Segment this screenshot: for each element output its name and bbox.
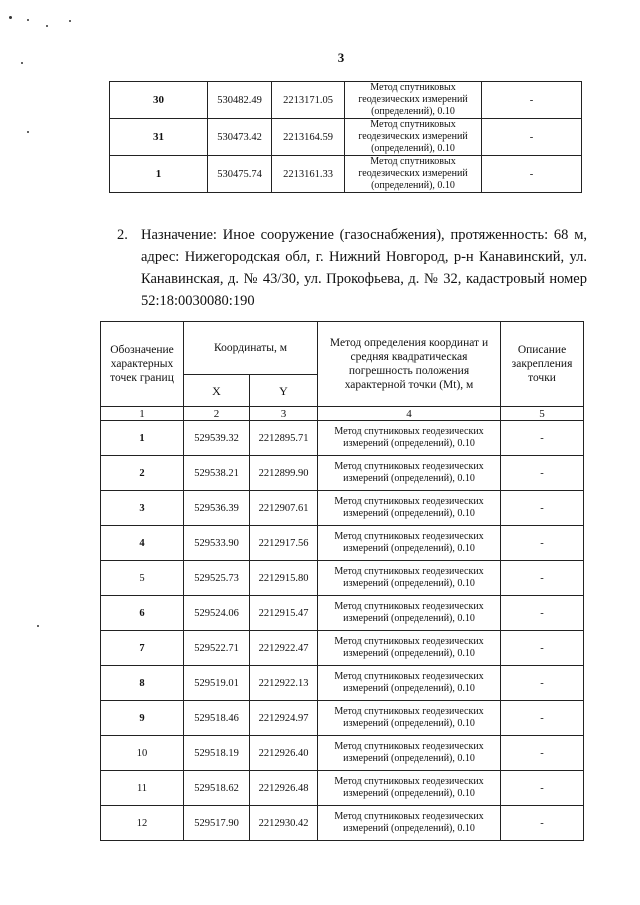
x-cell: 529525.73	[184, 561, 250, 596]
table-row	[101, 526, 584, 561]
x-cell: 529519.01	[184, 666, 250, 701]
method-cell: Метод спутниковых геодезических измерений (определений), 0.10	[345, 119, 482, 156]
x-cell: 529524.06	[184, 596, 250, 631]
method-cell: Метод спутниковых геодезических измерений (определений), 0.10	[318, 561, 501, 596]
scan-speck	[69, 20, 71, 22]
point-cell: 2	[101, 456, 184, 491]
description-cell: -	[501, 736, 584, 771]
x-cell: 530473.42	[208, 119, 272, 156]
point-cell: 1	[110, 156, 208, 193]
description-cell: -	[501, 701, 584, 736]
x-cell: 529518.46	[184, 701, 250, 736]
table-row	[101, 596, 584, 631]
description-cell: -	[501, 596, 584, 631]
y-cell: 2213171.05	[272, 82, 345, 119]
description-cell: -	[501, 421, 584, 456]
y-cell: 2212895.71	[250, 421, 318, 456]
header-method: Метод определения координат и средняя квадратическая погрешность положения характерной точки (Mt), м	[318, 322, 501, 407]
y-cell: 2212917.56	[250, 526, 318, 561]
x-cell: 529536.39	[184, 491, 250, 526]
table-row	[101, 631, 584, 666]
description-cell: -	[482, 119, 582, 156]
point-cell: 8	[101, 666, 184, 701]
point-cell: 1	[101, 421, 184, 456]
table-row	[110, 119, 582, 156]
point-cell: 6	[101, 596, 184, 631]
description-cell: -	[482, 156, 582, 193]
description-cell: -	[501, 561, 584, 596]
table-row	[110, 82, 582, 119]
y-cell: 2212930.42	[250, 806, 318, 841]
method-cell: Метод спутниковых геодезических измерений (определений), 0.10	[318, 701, 501, 736]
method-cell: Метод спутниковых геодезических измерений (определений), 0.10	[318, 526, 501, 561]
header-row	[101, 322, 584, 375]
index-cell: 3	[250, 407, 318, 421]
point-cell: 7	[101, 631, 184, 666]
x-cell: 530475.74	[208, 156, 272, 193]
description-cell: -	[482, 82, 582, 119]
header-y: Y	[250, 375, 318, 407]
description-cell: -	[501, 456, 584, 491]
table-row	[101, 456, 584, 491]
description-cell: -	[501, 491, 584, 526]
description-cell: -	[501, 666, 584, 701]
index-cell: 4	[318, 407, 501, 421]
index-cell: 2	[184, 407, 250, 421]
table-row	[101, 666, 584, 701]
coordinates-table-continued	[109, 81, 582, 193]
y-cell: 2213161.33	[272, 156, 345, 193]
point-cell: 9	[101, 701, 184, 736]
table-row	[101, 771, 584, 806]
point-cell: 5	[101, 561, 184, 596]
x-cell: 529533.90	[184, 526, 250, 561]
scan-speck	[37, 625, 39, 627]
point-cell: 4	[101, 526, 184, 561]
description-cell: -	[501, 631, 584, 666]
table-row	[101, 421, 584, 456]
y-cell: 2212907.61	[250, 491, 318, 526]
method-cell: Метод спутниковых геодезических измерений (определений), 0.10	[345, 82, 482, 119]
index-row	[101, 407, 584, 421]
x-cell: 529522.71	[184, 631, 250, 666]
method-cell: Метод спутниковых геодезических измерений (определений), 0.10	[318, 806, 501, 841]
description-cell: -	[501, 526, 584, 561]
method-cell: Метод спутниковых геодезических измерений (определений), 0.10	[318, 491, 501, 526]
method-cell: Метод спутниковых геодезических измерений (определений), 0.10	[318, 771, 501, 806]
y-cell: 2212899.90	[250, 456, 318, 491]
x-cell: 529539.32	[184, 421, 250, 456]
item-number: 2.	[117, 227, 128, 243]
x-cell: 530482.49	[208, 82, 272, 119]
point-cell: 12	[101, 806, 184, 841]
method-cell: Метод спутниковых геодезических измерений (определений), 0.10	[318, 631, 501, 666]
point-cell: 10	[101, 736, 184, 771]
scan-speck	[46, 25, 48, 27]
x-cell: 529518.19	[184, 736, 250, 771]
header-x: X	[184, 375, 250, 407]
page-number: 3	[337, 50, 345, 65]
y-cell: 2212922.13	[250, 666, 318, 701]
table-row	[101, 806, 584, 841]
method-cell: Метод спутниковых геодезических измерений (определений), 0.10	[318, 736, 501, 771]
y-cell: 2212915.47	[250, 596, 318, 631]
table-row	[101, 736, 584, 771]
method-cell: Метод спутниковых геодезических измерений (определений), 0.10	[318, 596, 501, 631]
method-cell: Метод спутниковых геодезических измерений (определений), 0.10	[318, 666, 501, 701]
table-row	[101, 561, 584, 596]
scan-speck	[27, 19, 29, 21]
index-cell: 1	[101, 407, 184, 421]
coordinates-table	[100, 321, 584, 841]
header-point: Обозначение характерных точек границ	[101, 322, 184, 407]
x-cell: 529538.21	[184, 456, 250, 491]
method-cell: Метод спутниковых геодезических измерений (определений), 0.10	[345, 156, 482, 193]
description-cell: -	[501, 771, 584, 806]
x-cell: 529517.90	[184, 806, 250, 841]
point-cell: 3	[101, 491, 184, 526]
header-coordinates: Координаты, м	[184, 322, 318, 375]
y-cell: 2213164.59	[272, 119, 345, 156]
point-cell: 30	[110, 82, 208, 119]
table-row	[101, 701, 584, 736]
header-description: Описание закрепления точки	[501, 322, 584, 407]
x-cell: 529518.62	[184, 771, 250, 806]
item-text: Назначение: Иное сооружение (газоснабжения), протяженность: 68 м, адрес: Нижегородская обл, г. Нижний Новгород, р-н Канавинский, ул. Канавинская, д. № 43/30, ул. Прокофьева, д. № 32, кадастровый номер 52:18:0030080:190	[141, 227, 587, 309]
table-row	[101, 491, 584, 526]
method-cell: Метод спутниковых геодезических измерений (определений), 0.10	[318, 421, 501, 456]
description-cell: -	[501, 806, 584, 841]
scan-speck	[21, 62, 23, 64]
scan-speck	[9, 16, 12, 19]
scan-speck	[27, 131, 29, 133]
index-cell: 5	[501, 407, 584, 421]
point-cell: 31	[110, 119, 208, 156]
table-row	[110, 156, 582, 193]
method-cell: Метод спутниковых геодезических измерений (определений), 0.10	[318, 456, 501, 491]
y-cell: 2212924.97	[250, 701, 318, 736]
y-cell: 2212926.48	[250, 771, 318, 806]
list-item-2	[117, 224, 587, 312]
y-cell: 2212926.40	[250, 736, 318, 771]
point-cell: 11	[101, 771, 184, 806]
y-cell: 2212915.80	[250, 561, 318, 596]
y-cell: 2212922.47	[250, 631, 318, 666]
